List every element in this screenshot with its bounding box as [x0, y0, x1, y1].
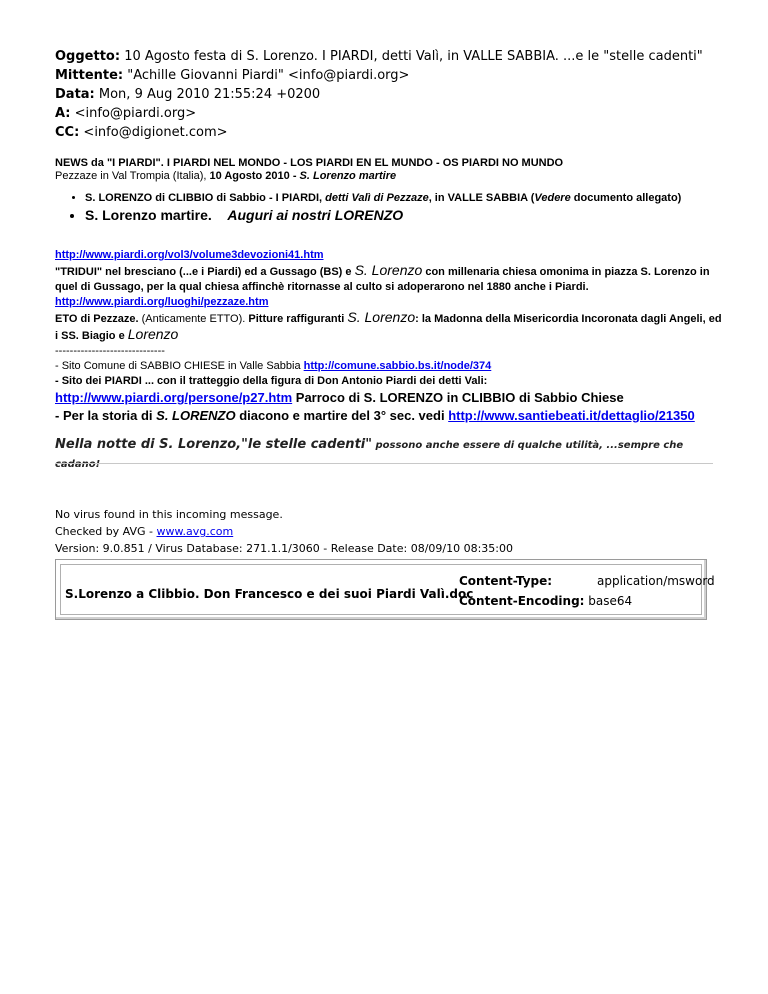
link-pezzaze[interactable]: http://www.piardi.org/luoghi/pezzaze.htm [55, 296, 269, 308]
p1-text-a: "TRIDUI" nel bresciano (...e i Piardi) ed a Gussago (BS) e [55, 266, 355, 278]
avg-notice [55, 506, 715, 557]
night-text-a: Nella notte di S. Lorenzo,"le stelle cadenti" [55, 437, 373, 452]
from-row [55, 66, 715, 85]
p1-text-b: S. Lorenzo [354, 262, 423, 278]
date-label: Data: [55, 87, 95, 102]
cc-row [55, 123, 715, 142]
attachment-filename[interactable]: S.Lorenzo a Clibbio. Don Francesco e dei suoi Piardi Valì.doc [65, 587, 474, 601]
paragraph-piardi [55, 374, 725, 407]
avg-line-2 [55, 523, 715, 540]
news-place: Pezzaze in Val Trompia (Italia), [55, 170, 210, 182]
paragraph-sabbio [55, 359, 725, 374]
avg-checked-text: Checked by AVG - [55, 525, 157, 538]
link-devozioni[interactable]: http://www.piardi.org/vol3/volume3devozioni41.htm [55, 249, 324, 261]
bullet-item-attachment [85, 192, 745, 205]
link-santiebeati[interactable]: http://www.santiebeati.it/dettaglio/21350 [448, 408, 695, 423]
date-value: Mon, 9 Aug 2010 21:55:24 +0200 [98, 87, 321, 102]
date-row [55, 85, 715, 104]
bullet1-text-e: documento allegato) [570, 192, 682, 204]
news-block [55, 157, 715, 183]
attachment-inner [60, 564, 715, 615]
p2-text-b: (Anticamente ETTO). [138, 313, 249, 325]
paragraph-eto [55, 310, 725, 344]
attachment-meta [459, 571, 715, 611]
p2-text-e: : la Madonna della Misericordia Incoronata dagli Angeli, ed i SS. Biagio e [55, 313, 722, 342]
from-label: Mittente: [55, 68, 124, 83]
p4-text-b: Parroco di S. LORENZO in CLIBBIO di Sabbio Chiese [292, 390, 624, 405]
content-encoding-label: Content-Encoding: [459, 594, 585, 608]
subject-row [55, 47, 715, 66]
subject-value: 10 Agosto festa di S. Lorenzo. I PIARDI, detti Valì, in VALLE SABBIA. ...e le "stelle cadenti" [124, 49, 703, 64]
p5-text-c: diacono e martire del 3° sec. vedi [235, 408, 449, 423]
bullet2-text-a: S. Lorenzo martire. [85, 207, 212, 223]
avg-line-3: Version: 9.0.851 / Virus Database: 271.1.1/3060 - Release Date: 08/09/10 08:35:00 [55, 542, 514, 555]
news-saint: S. Lorenzo martire [299, 170, 397, 182]
bullet1-text-d: Vedere [534, 192, 571, 204]
cc-label: CC: [55, 125, 80, 140]
bullet2-text-b: Auguri ai nostri LORENZO [227, 207, 404, 223]
to-row [55, 104, 715, 123]
email-header [55, 47, 715, 142]
p1-text-c: con millenaria chiesa omonima in piazza S. Lorenzo in quel di Gussago, per la qual chiesa affinchè ritornasse al culto si adoperarono nel 1880 anche i Piardi. [55, 266, 710, 293]
dash-divider: ------------------------------ [55, 345, 165, 357]
p5-text-a: - Per la storia di [55, 408, 157, 423]
p3-text-a: - Sito Comune di SABBIO CHIESE in Valle Sabbia [55, 360, 304, 372]
content-type-label: Content-Type: [459, 574, 553, 588]
attachment-box[interactable] [55, 559, 715, 620]
bullet1-text-b: detti Valì di Pezzaze [325, 192, 429, 204]
p2-text-c: Pitture raffiguranti [248, 313, 348, 325]
paragraph-storia [55, 407, 725, 424]
content-type-value: application/msword [597, 574, 715, 588]
bullet1-text-a: S. LORENZO di CLIBBIO di Sabbio - I PIARDI, [85, 192, 326, 204]
link-sabbio[interactable]: http://comune.sabbio.bs.it/node/374 [303, 360, 492, 372]
content-encoding-value: base64 [588, 594, 633, 608]
avg-link[interactable]: www.avg.com [156, 525, 234, 538]
avg-line-1: No virus found in this incoming message. [55, 508, 283, 521]
message-body [55, 248, 725, 424]
p5-text-b: S. LORENZO [156, 408, 236, 423]
bullet-list [55, 192, 745, 225]
subject-label: Oggetto: [55, 49, 121, 64]
p2-text-f: Lorenzo [127, 326, 179, 342]
to-value: <info@piardi.org> [74, 106, 197, 121]
to-label: A: [55, 106, 71, 121]
from-value: "Achille Giovanni Piardi" <info@piardi.org> [127, 68, 410, 83]
news-date: 10 Agosto 2010 - [209, 170, 300, 182]
bullet-item-martire [85, 205, 745, 225]
link-persone[interactable]: http://www.piardi.org/persone/p27.htm [55, 390, 293, 405]
cc-value: <info@digionet.com> [83, 125, 228, 140]
stelle-cadenti-note [55, 433, 715, 471]
separator-line [55, 463, 713, 464]
news-subtitle [55, 170, 715, 183]
bullet1-text-c: , in VALLE SABBIA ( [428, 192, 535, 204]
news-title: NEWS da "I PIARDI". I PIARDI NEL MONDO - LOS PIARDI EN EL MUNDO - OS PIARDI NO MUNDO [55, 157, 564, 169]
paragraph-tridui [55, 263, 725, 295]
night-text-b: possono anche essere di qualche utilità, ...sempre che cadano! [55, 440, 684, 470]
p2-text-a: ETO di Pezzaze. [55, 313, 139, 325]
p4-text-a: - Sito dei PIARDI ... con il tratteggio della figura di Don Antonio Piardi dei detti Vali: [55, 375, 488, 387]
p2-text-d: S. Lorenzo [347, 309, 416, 325]
